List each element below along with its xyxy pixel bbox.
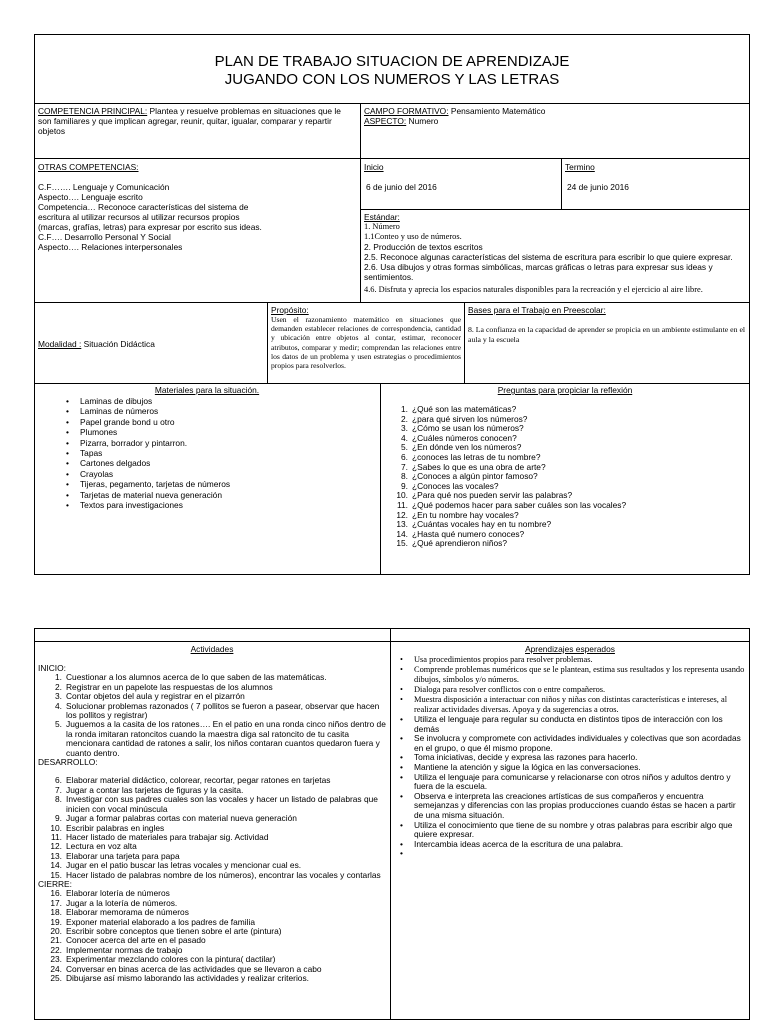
competencia-principal [38,106,356,136]
col-divider [561,158,562,209]
estandar-line: 2.5. Reconoce algunas características del sistema de escritura para escribir lo que quiere expresar. [364,252,733,262]
bases-label: Bases para el Trabajo en Preescolar: [468,305,606,315]
estandar-cell [364,212,748,295]
list-item: • Mantiene la atención y sigue la lógica en las conversaciones. [400,761,641,772]
modalidad-value: Situación Didáctica [81,339,155,349]
list-item: 6. ¿conoces las letras de tu nombre? [401,451,541,462]
row-divider [34,383,750,384]
list-item: 5. ¿En dónde ven los números? [401,442,522,453]
list-item: 15. ¿Qué aprendieron niños? [396,538,507,549]
list-item: • Crayolas [66,468,114,479]
list-item: 4. ¿Cuáles números conocen? [401,432,517,443]
list-item: • Toma iniciativas, decide y expresa las razones para hacerlo. [400,752,638,763]
estandar-line: 2. Producción de textos escritos [364,242,483,252]
list-item: 3. Contar objetos del aula y registrar en el pizarrón [55,691,245,702]
estandar-line: 1.1Conteo y uso de números. [364,232,462,241]
competencia-label: COMPETENCIA PRINCIPAL: [38,106,148,116]
competencia-text: Plantea y resuelve problemas en situaciones que le son familiares y que implican agregar, reunir, quitar, igualar, comparar y repartir objetos [38,106,341,136]
list-item: 12. Lectura en voz alta [50,841,137,852]
list-item: 25. Dibujarse así mismo laborando las actividades y realizar criterios. [50,973,309,983]
campo-value: Pensamiento Matemático [448,106,546,116]
list-item: • Papel grande bond u otro [66,416,175,427]
otras-label: OTRAS COMPETENCIAS: [38,162,139,172]
list-item: 4. Solucionar problemas razonados ( 7 pollitos se fueron a pasear, observar que hacen los pollitos y registrar) [55,700,380,721]
list-item: • Utiliza el lenguaje para regular su conducta en distintos tipos de interacción con los demás [400,714,723,734]
list-item: 13. ¿Cuántas vocales hay en tu nombre? [396,519,552,530]
campo-label: CAMPO FORMATIVO: [364,106,449,116]
row-divider [360,209,750,210]
list-item: • Cartones delgados [66,458,151,469]
col-divider [380,383,381,575]
list-item: • Textos para investigaciones [66,500,183,511]
list-item: 24. Conversar en binas acerca de las actividades que se llevaron a cabo [50,963,322,974]
inicio-label: Inicio [364,162,384,172]
otras-competencias [38,162,270,252]
inicio-section-label: INICIO: [38,663,66,673]
aspecto-label: ASPECTO: [364,116,407,126]
list-item: 14. ¿Hasta qué numero conoces? [396,528,525,539]
list-item: 14. Jugar en el patio buscar las letras vocales y mencionar cual es. [50,860,302,871]
col-divider [464,302,465,383]
col-divider [390,628,391,1020]
list-item: 15. Hacer listado de palabras nombre de los números), encontrar las vocales y contarlas [50,869,381,880]
list-item: 21. Conocer acerca del arte en el pasado [50,935,206,946]
list-item: • Tapas [66,448,103,459]
actividades-label: Actividades [190,644,234,654]
list-item: • Pizarra, borrador y pintarron. [66,437,188,448]
estandar-line: 4.6. Disfruta y aprecia los espacios naturales disponibles para la recreación y el ejercicio al aire libre. [364,285,703,294]
page-title-line2: JUGANDO CON LOS NUMEROS Y LAS LETRAS [224,71,560,88]
list-item: • Tarjetas de material nueva generación [66,489,222,500]
list-item: 2. Registrar en un papelote las respuestas de los alumnos [55,681,273,692]
list-item: • Utiliza el conocimiento que tiene de su nombre y otras palabras para escribir algo que quiere expresar. [400,819,733,840]
cierre-list [38,889,386,983]
bases-text: 8. La confianza en la capacidad de aprender se propicia en un ambiente estimulante en el aula y la escuela [468,325,746,344]
list-item: 18. Elaborar memorama de números [50,907,189,918]
row-divider [34,641,750,642]
aprendizajes-list: • Usa procedimientos propios para resolver problemas. • Comprende problemas numéricos que se le plantean, estima sus resultados y los representa usando dibujos, símbolos y/o números. • Dialoga para resolver conflictos con o entre compañeros. • Muestra disposición a interactuar con niños y niñas con distintas características e intereses, al realizar actividades diversas. Apoya y da sugerencias a otros. • Utiliza el lenguaje para regular su conducta en distintos tipos de interacción con los demás • Se involucra y compromete con actividades individuales y colectivas que son acordadas en el grupo, o que él mismo propone. • Toma iniciativas, decide y expresa las razones para hacerlo. • Mantiene la atención y sigue la lógica en las conversaciones. • Utiliza el lenguaje para comunicarse y relacionarse con otros niños y adultos dentro y fuera de la escuela. • Observa e interpreta las creaciones artísticas de sus compañeros y encuentra semejanzas y diferencias con las propias producciones cuando éstas se hacen a partir de una misma situación. • Utiliza el conocimiento que tiene de su nombre y otras palabras para escribir algo que quiere expresar. • Intercambia ideas acerca de la escritura de una palabra. • [394,655,746,849]
inicio-cell [364,162,559,192]
inicio-list [38,673,386,758]
list-item: 2. ¿para qué sirven los números? [401,413,528,424]
list-item: 11. ¿Qué podemos hacer para saber cuáles son las vocales? [396,499,627,510]
list-item: • Plumones [66,427,118,438]
bases-cell [468,305,746,345]
estandar-line: 1. Número [364,222,400,231]
row-divider [34,302,750,303]
list-item: 20. Escribir sobre conceptos que tienen sobre el arte (pintura) [50,925,282,936]
col-divider [267,302,268,383]
list-item: • Laminas de dibujos [66,396,153,406]
materiales-label: Materiales para la situación. [154,385,260,395]
list-item: 3. ¿Cómo se usan los números? [401,423,524,434]
list-item: 10. Escribir palabras en ingles [50,822,165,833]
list-item: 8. Investigar con sus padres cuales son las vocales y hacer un listado de palabras que inicien con vocal minúscula [55,794,378,814]
list-item: 19. Exponer material elaborado a los padres de familia [50,916,256,927]
col-divider [360,103,361,302]
otras-line: C.F…. Desarrollo Personal Y Social [38,232,171,242]
modalidad-label: Modalidad : [38,339,82,349]
proposito-text: Usen el razonamiento matemático en situaciones que demanden establecer relaciones de correspondencia, cantidad y ubicación entre objetos al contar, estimar, reconocer atributos, comparar y medir; comprendan las relaciones entre los datos de un problema y usen estrategias o procedimientos propios para resolverlos. [271,315,461,371]
list-item: 13. Elaborar una tarjeta para papa [50,850,180,861]
cierre-section-label: CIERRE: [38,878,72,889]
list-item: 9. ¿Conoces las vocales? [401,480,499,491]
list-item: • Laminas de números [66,406,159,417]
actividades-content [38,664,386,983]
estandar-line: 2.6. Usa dibujos y otras formas simbólicas, marcas gráficas o letras para expresar sus ideas y sentimientos. [364,262,713,282]
proposito-cell [271,305,461,370]
page-title-line1: PLAN DE TRABAJO SITUACION DE APRENDIZAJE [214,53,570,70]
list-item: 8. ¿Conoces a algún pintor famoso? [401,471,538,482]
aprendizajes-label: Aprendizajes esperados [525,644,615,654]
list-item: • Intercambia ideas acerca de la escritura de una palabra. [400,838,624,849]
termino-cell [565,162,745,192]
aspecto-value: Numero [406,116,439,126]
termino-date: 24 de junio 2016 [567,182,629,192]
list-item: 7. Jugar a contar las tarjetas de figuras y la casita. [55,784,244,795]
modalidad-cell [38,339,264,349]
inicio-date: 6 de junio del 2016 [366,182,437,192]
preguntas-list [384,405,746,549]
list-item: 16. Elaborar lotería de números [50,888,170,899]
list-item: • Comprende problemas numéricos que se le plantean, estima sus resultados y los representa usando dibujos, símbolos y/o números. [400,665,745,684]
list-item: 1. Cuestionar a los alumnos acerca de lo que saben de las matemáticas. [55,672,327,683]
list-item: 6. Elaborar material didáctico, colorear, recortar, pegar ratones en tarjetas [55,775,331,786]
list-item: 22. Implementar normas de trabajo [50,944,183,955]
list-item: • Se involucra y compromete con actividades individuales y colectivas que son acordadas en el grupo, o que él mismo propone. [400,733,741,753]
list-item: 1. ¿Qué son las matemáticas? [401,404,517,414]
list-item: • Tijeras, pegamento, tarjetas de números [66,479,231,490]
desarrollo-section-label: DESARROLLO: [38,757,98,768]
list-item: • Dialoga para resolver conflictos con o entre compañeros. [400,685,606,694]
otras-line: Aspecto…. Lenguaje escrito [38,192,143,202]
list-item: • Observa e interpreta las creaciones artísticas de sus compañeros y encuentra semejanzas y diferencias con las propias producciones cuando éstas se hacen a partir de una misma situación. [400,790,736,820]
list-item: 10. ¿Para qué nos pueden servir las palabras? [396,490,573,501]
list-item: 7. ¿Sabes lo que es una obra de arte? [401,461,546,472]
desarrollo-list [38,776,386,879]
list-item: 9. Jugar a formar palabras cortas con material nueva generación [55,813,297,824]
otras-line: Competencia… Reconoce características del sistema de escritura al utilizar recursos al utilizar recursos propios (marcas, grafías, letras) para expresar por escrito sus ideas. [38,202,262,232]
list-item: • Usa procedimientos propios para resolver problemas. [400,655,593,664]
preguntas-label: Preguntas para propiciar la reflexión [497,385,633,395]
campo-formativo [364,106,744,126]
otras-line: C.F……. Lenguaje y Comunicación [38,182,170,192]
list-item: 17. Jugar a la lotería de números. [50,897,178,908]
materiales-list [34,396,374,510]
termino-label: Termino [565,162,595,172]
list-item: 12. ¿En tu nombre hay vocales? [396,509,519,520]
list-item: • Muestra disposición a interactuar con niños y niñas con distintas características e intereses, al realizar actividades diversas. Apoya y da sugerencias a otros. [400,695,728,714]
list-item: • Utiliza el lenguaje para comunicarse y relacionarse con otros niños y adultos dentro y fuera de la escuela. [400,771,731,792]
row-divider [34,158,750,159]
row-divider [34,103,750,104]
otras-line: Aspecto…. Relaciones interpersonales [38,242,183,252]
list-item: 23. Experimentar mezclando colores con la pintura( dactilar) [50,954,276,965]
list-item: 5. Juguemos a la casita de los ratones…. En el patio en una ronda cinco niños dentro de la ronda imitaran ratoncitos cuando la maestra diga sal ratoncito de tu casita mencionara cantidad de ratones a salir, los niños contaran cuantos quedaron fuera y cuanto dentro. [55,719,386,758]
list-item: 11. Hacer listado de materiales para trabajar sig. Actividad [50,831,269,842]
proposito-label: Propósito: [271,305,309,315]
estandar-label: Estándar: [364,212,400,222]
